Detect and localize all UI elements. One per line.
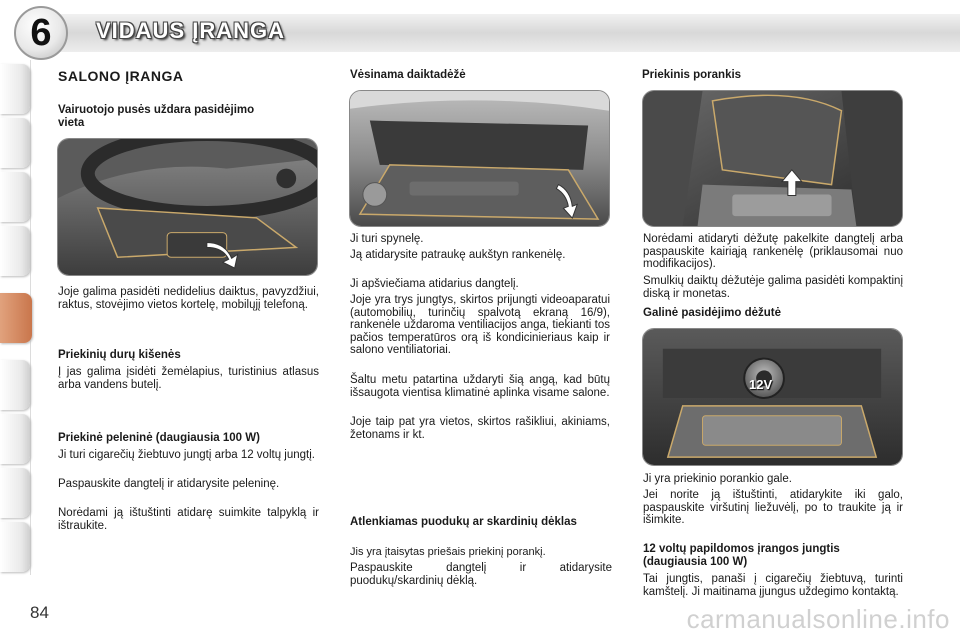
chapter-tab-4[interactable]: [0, 226, 30, 276]
chapter-tab-7[interactable]: [0, 360, 30, 410]
cup-holder-text-2: Paspauskite dangtelį ir atidarysite puodukų/skardinių dėklą.: [350, 562, 612, 587]
page-title: VIDAUS ĮRANGA: [96, 18, 286, 43]
glovebox-text-6: Joje taip pat yra vietos, skirtos rašikliui, akiniams, žetonams ir kt.: [350, 416, 610, 441]
glovebox-text-2: Ją atidarysite patraukę aukštyn rankenėlę.: [350, 249, 566, 261]
driver-storage-heading: Vairuotojo pusės uždara pasidėjimo vieta: [58, 104, 255, 129]
socket-heading: 12 voltų papildomos įrangos jungtis (daugiausia 100 W): [643, 543, 840, 568]
glovebox-text-4: Joje yra trys jungtys, skirtos prijungti videoaparatui (automobilių, turinčių spalvotą ekraną 16/9), rankenėle uždaroma ventiliacijos anga, tiekianti tos pačios temperatūros orą iš kondicinieriaus kaip ir salono ventiliatoriai.: [350, 294, 610, 356]
chapter-tab-6-active[interactable]: [0, 293, 32, 343]
driver-storage-text: Joje galima pasidėti nedidelius daiktus, pavyzdžiui, raktus, stovėjimo vietos kortelę, mobilųjį telefoną.: [58, 286, 319, 311]
page-number: 84: [30, 603, 49, 622]
socket-text-1: Tai jungtis, panaši į cigarečių žiebtuvą, turinti kamštelį. Ji maitinama įjungus uždegimo kontaktą.: [643, 573, 903, 598]
ashtray-heading: Priekinė peleninė (daugiausia 100 W): [58, 432, 260, 444]
rear-storage-text-1: Ji yra priekinio porankio gale.: [643, 473, 792, 485]
rear-storage-heading: Galinė pasidėjimo dėžutė: [643, 307, 782, 319]
ashtray-text-3: Norėdami ją ištuštinti atidarę suimkite talpyklą ir ištraukite.: [58, 507, 319, 532]
socket-12v-label: 12V: [749, 377, 773, 392]
chapter-tab-8[interactable]: [0, 414, 30, 464]
chapter-tab-9[interactable]: [0, 468, 30, 518]
section-title: SALONO ĮRANGA: [58, 68, 184, 84]
chapter-tab-3[interactable]: [0, 172, 30, 222]
chapter-tab-2[interactable]: [0, 118, 30, 168]
glovebox-heading: Vėsinama daiktadėžė: [350, 69, 466, 81]
glovebox-photo: [349, 90, 610, 227]
chapter-number-badge: 6: [14, 6, 68, 60]
driver-storage-photo: [57, 138, 318, 276]
chapter-tab-10[interactable]: [0, 522, 30, 572]
rear-storage-photo: [642, 328, 903, 466]
glovebox-text-3: Ji apšviečiama atidarius dangtelį.: [350, 278, 519, 290]
rear-storage-text-2: Jei norite ją ištuštinti, atidarykite iki galo, paspauskite viršutinį liežuvėlį, po to traukite ją ir išimkite.: [643, 489, 903, 526]
armrest-text-1: Norėdami atidaryti dėžutę pakelkite dangtelį arba paspauskite kairiąją rankenėlę (priklausomai nuo modifikacijos).: [643, 233, 903, 270]
armrest-heading: Priekinis porankis: [642, 69, 742, 81]
cup-holder-text-1: Jis yra įtaisytas priešais priekinį porankį.: [350, 546, 546, 558]
ashtray-text-2: Paspauskite dangtelį ir atidarysite peleninę.: [58, 478, 280, 490]
ashtray-text-1: Ji turi cigarečių žiebtuvo jungtį arba 12 voltų jungtį.: [58, 449, 315, 461]
watermark: carmanualsonline.info: [686, 604, 950, 634]
chapter-tab-1[interactable]: [0, 64, 30, 114]
armrest-text-2: Smulkių daiktų dėžutėje galima pasidėti kompaktinį diską ir monetas.: [643, 275, 903, 300]
glovebox-text-5: Šaltu metu patartina uždaryti šią angą, kad būtų išsaugota vientisa klimatinė aplinka visame salone.: [350, 374, 610, 399]
door-pockets-heading: Priekinių durų kišenės: [58, 349, 181, 361]
armrest-photo: [642, 90, 903, 227]
cup-holder-heading: Atlenkiamas puodukų ar skardinių dėklas: [350, 516, 577, 528]
door-pockets-text: Į jas galima įsidėti žemėlapius, turistinius atlasus arba vandens butelį.: [58, 366, 319, 391]
glovebox-text-1: Ji turi spynelę.: [350, 233, 424, 245]
